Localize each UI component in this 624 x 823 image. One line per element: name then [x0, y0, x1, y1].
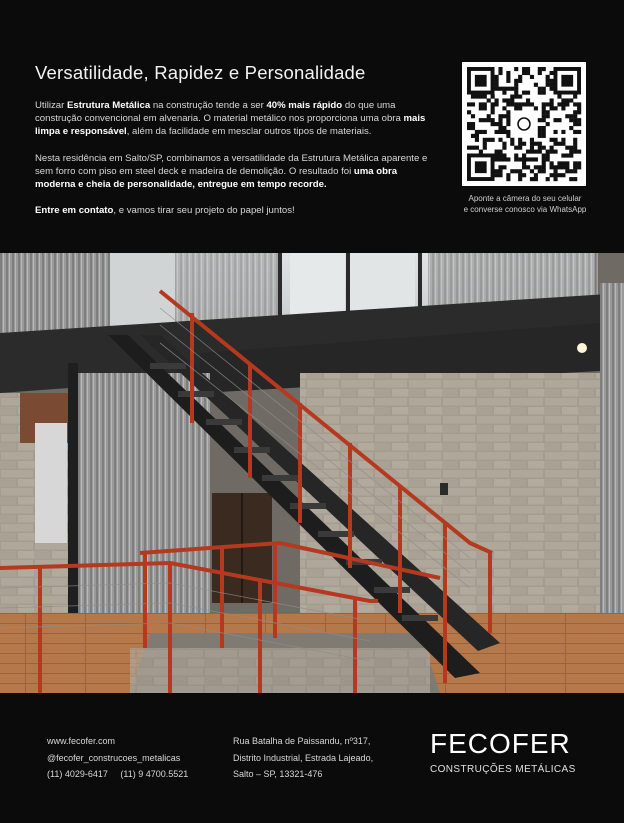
staircase-photo-graphic — [0, 253, 624, 693]
qr-caption-line-2: e converse conosco via WhatsApp — [463, 204, 587, 214]
text-run: Estrutura Metálica — [66, 100, 151, 111]
address-line-3: Salto – SP, 13321-476 — [233, 769, 323, 779]
brand-logo-tagline: CONSTRUÇÕES METÁLICAS — [430, 764, 576, 775]
website-link[interactable]: www.fecofer.com — [47, 736, 116, 746]
instagram-handle[interactable]: @fecofer_construcoes_metalicas — [47, 752, 181, 763]
text-run: , além da facilidade em mesclar outros tipos de materiais. — [126, 126, 372, 138]
paragraph-project — [35, 152, 430, 192]
whatsapp-qr-code[interactable] — [462, 62, 586, 186]
address-line-2: Distrito Industrial, Estrada Lajeado, — [233, 752, 374, 763]
qr-caption — [440, 194, 610, 215]
staircase-photo — [0, 253, 624, 693]
text-run: Nesta residência em Salto/SP, combinamos a versatilidade da Estrutura Metálica aparente e sem forro com piso em steel deck e madeira de demolição. O resultado foi — [35, 153, 428, 178]
phone-2[interactable]: (11) 9 4700.5521 — [120, 769, 189, 779]
paragraph-cta — [35, 204, 430, 217]
brand-logo-name: FECOFER — [430, 728, 571, 759]
text-run: Entre em contato — [35, 205, 114, 216]
address-line-1: Rua Batalha de Paissandu, nº317, — [233, 736, 371, 746]
phone-numbers — [47, 766, 198, 783]
qr-caption-line-1: Aponte a câmera do seu celular — [468, 194, 582, 203]
contact-block — [47, 733, 198, 783]
qr-finder-pattern — [467, 153, 495, 181]
phone-1[interactable]: (11) 4029-6417 — [47, 769, 108, 779]
qr-finder-pattern — [553, 67, 581, 95]
header-panel — [0, 0, 624, 253]
text-run: , e vamos tirar seu projeto do papel juntos! — [113, 205, 295, 216]
text-run: 40% mais rápido — [266, 100, 343, 111]
text-run: uma obra moderna e cheia de personalidade, entregue em tempo recorde. — [35, 166, 398, 191]
qr-finder-pattern — [467, 67, 495, 95]
headline: Versatilidade, Rapidez e Personalidade — [35, 62, 366, 83]
qr-code-graphic — [462, 62, 586, 186]
text-run: na construção tende a ser — [150, 100, 267, 111]
text-run: mais limpa e responsável — [35, 113, 426, 138]
paragraph-intro — [35, 99, 430, 139]
text-run: do que uma construção convencional em alvenaria. O material metálico nos proporciona uma obra — [35, 100, 404, 125]
address-block — [233, 733, 373, 783]
text-run: Utilizar — [35, 100, 67, 111]
